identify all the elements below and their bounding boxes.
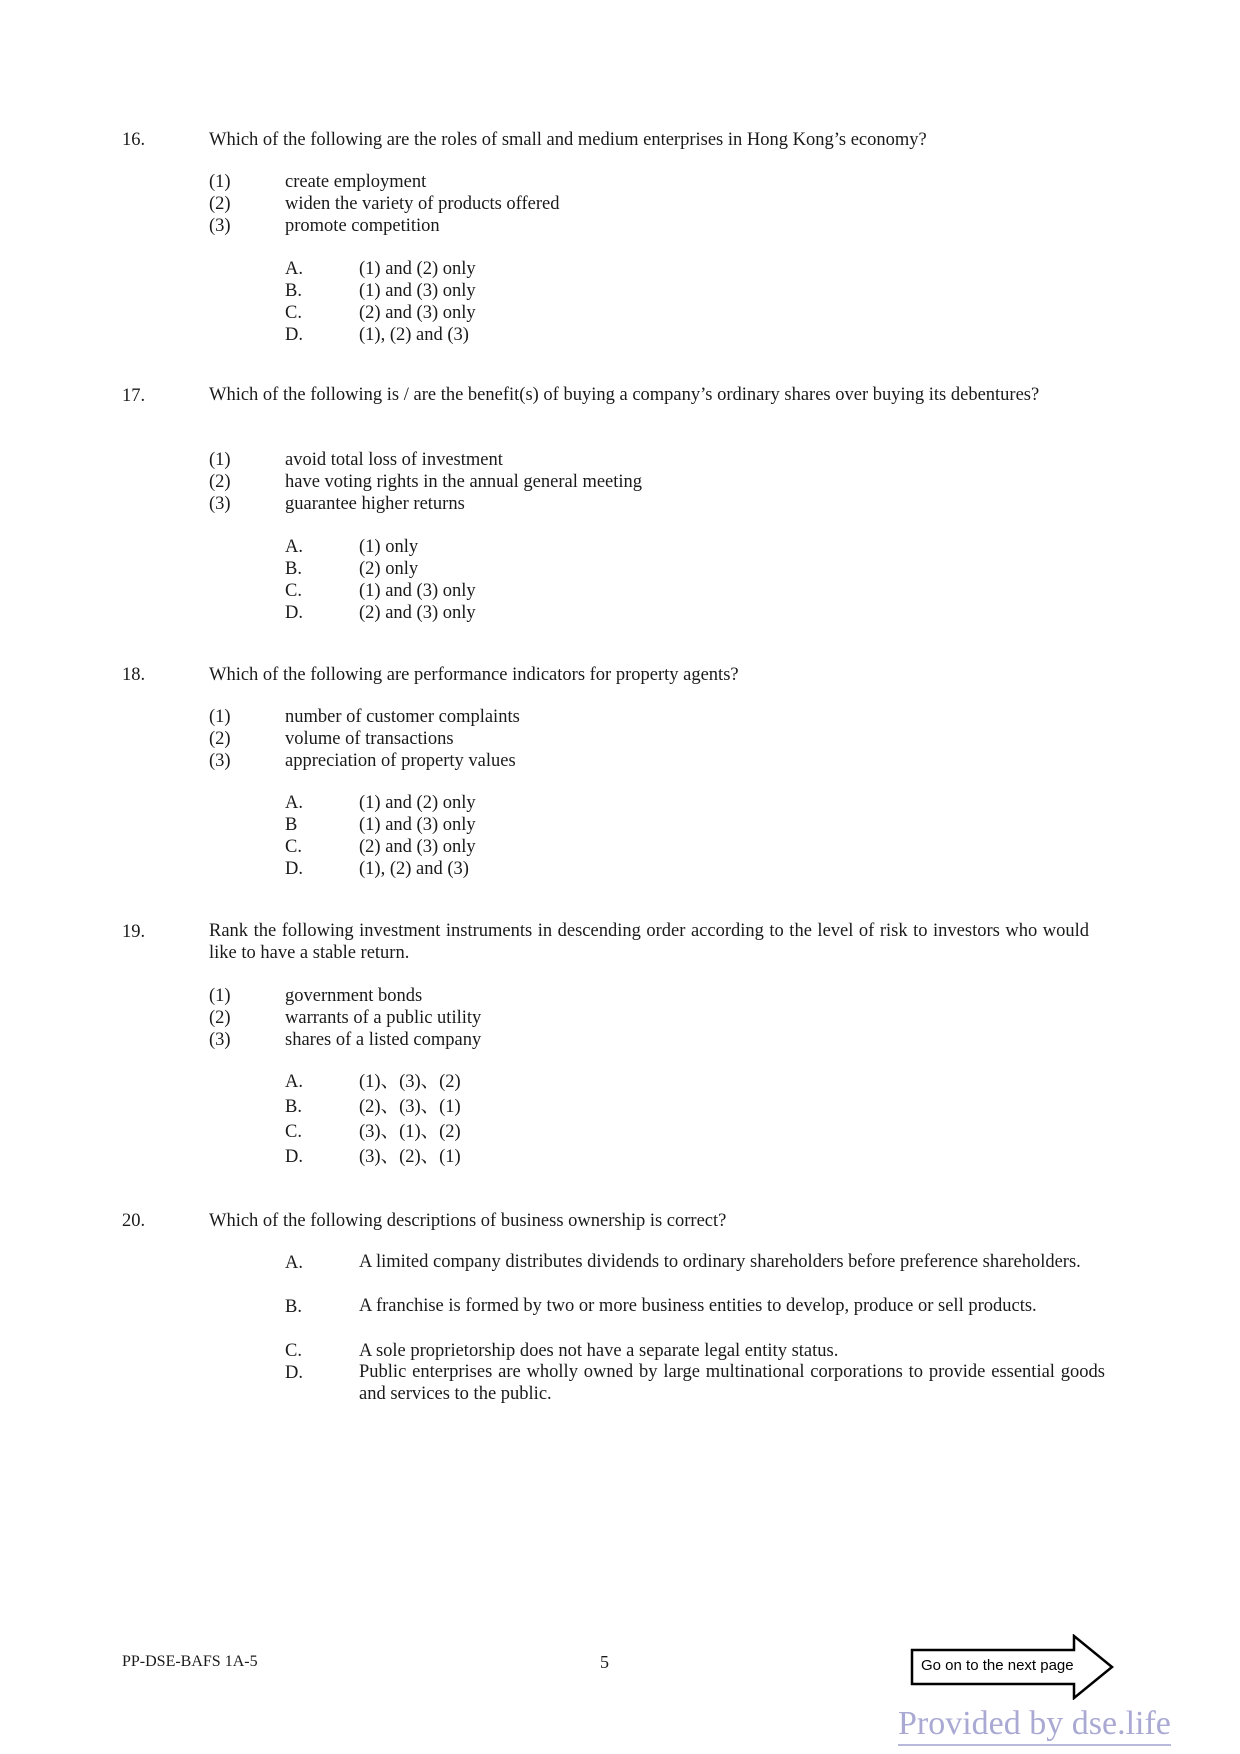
option-text: (1) and (2) only	[359, 259, 476, 279]
option-text: (1), (2) and (3)	[359, 859, 469, 879]
item-text: create employment	[285, 172, 427, 192]
item-label: (3)	[209, 751, 231, 771]
option-letter: D.	[285, 1147, 303, 1167]
option-letter: C.	[285, 581, 302, 601]
question-text: Which of the following are the roles of small and medium enterprises in Hong Kong’s economy?	[209, 130, 927, 150]
option-letter: B.	[285, 559, 302, 579]
next-page-label: Go on to the next page	[921, 1657, 1074, 1674]
item-label: (3)	[209, 1030, 231, 1050]
page-number: 5	[600, 1652, 609, 1672]
item-label: (2)	[209, 1008, 231, 1028]
item-text: avoid total loss of investment	[285, 450, 503, 470]
option-letter: C.	[285, 1122, 302, 1142]
option-text: (1) and (2) only	[359, 793, 476, 813]
watermark: Provided by dse.life	[898, 1704, 1171, 1746]
option-text: (2)、(3)、(1)	[359, 1097, 461, 1117]
option-text: (1) and (3) only	[359, 815, 476, 835]
item-label: (2)	[209, 194, 231, 214]
paper-code: PP-DSE-BAFS 1A-5	[122, 1653, 258, 1670]
item-label: (2)	[209, 729, 231, 749]
option-letter: B.	[285, 1297, 302, 1317]
option-text: A franchise is formed by two or more business entities to develop, produce or sell products.	[359, 1296, 1037, 1316]
option-text: (2) only	[359, 559, 419, 579]
option-text: (1)、(3)、(2)	[359, 1072, 461, 1092]
option-text: A sole proprietorship does not have a separate legal entity status.	[359, 1341, 839, 1361]
option-text: (3)、(2)、(1)	[359, 1147, 461, 1167]
option-letter: C.	[285, 1341, 302, 1361]
item-label: (2)	[209, 472, 231, 492]
question-number: 17.	[122, 386, 146, 406]
option-letter: B.	[285, 281, 302, 301]
item-label: (3)	[209, 216, 231, 236]
item-text: have voting rights in the annual general meeting	[285, 472, 643, 492]
option-letter: A.	[285, 259, 303, 279]
item-label: (3)	[209, 494, 231, 514]
option-letter: B.	[285, 1097, 302, 1117]
question-text: Which of the following are performance indicators for property agents?	[209, 665, 739, 685]
question-number: 20.	[122, 1211, 146, 1231]
option-letter: A.	[285, 1253, 303, 1273]
option-letter: A.	[285, 1072, 303, 1092]
item-label: (1)	[209, 986, 231, 1006]
item-text: government bonds	[285, 986, 423, 1006]
option-letter: A.	[285, 793, 303, 813]
option-text: (3)、(1)、(2)	[359, 1122, 461, 1142]
option-text: (2) and (3) only	[359, 603, 476, 623]
question-number: 16.	[122, 130, 146, 150]
option-text: (1) only	[359, 537, 419, 557]
option-letter: C.	[285, 837, 302, 857]
option-text: Public enterprises are wholly owned by large multinational corporations to provide essential goods and services to the public.	[359, 1362, 1105, 1404]
item-text: widen the variety of products offered	[285, 194, 560, 214]
option-letter: D.	[285, 859, 303, 879]
item-text: number of customer complaints	[285, 707, 520, 727]
item-text: promote competition	[285, 216, 440, 236]
option-letter: C.	[285, 303, 302, 323]
question-text: Rank the following investment instruments in descending order according to the level of risk to investors who would like to have a stable return.	[209, 921, 1089, 963]
option-letter: D.	[285, 603, 303, 623]
option-text: (1) and (3) only	[359, 281, 476, 301]
option-letter: D.	[285, 325, 303, 345]
option-letter: B	[285, 815, 298, 835]
item-label: (1)	[209, 450, 231, 470]
item-text: volume of transactions	[285, 729, 454, 749]
item-text: shares of a listed company	[285, 1030, 482, 1050]
question-text: Which of the following descriptions of business ownership is correct?	[209, 1211, 727, 1231]
option-letter: D.	[285, 1363, 303, 1383]
item-text: appreciation of property values	[285, 751, 516, 771]
option-text: (2) and (3) only	[359, 837, 476, 857]
next-page-arrow[interactable]	[910, 1634, 1116, 1700]
option-text: (1) and (3) only	[359, 581, 476, 601]
question-number: 18.	[122, 665, 146, 685]
item-label: (1)	[209, 172, 231, 192]
option-letter: A.	[285, 537, 303, 557]
question-number: 19.	[122, 922, 146, 942]
option-text: (2) and (3) only	[359, 303, 476, 323]
item-text: warrants of a public utility	[285, 1008, 482, 1028]
option-text: A limited company distributes dividends to ordinary shareholders before preference shareholders.	[359, 1252, 1081, 1272]
item-text: guarantee higher returns	[285, 494, 465, 514]
option-text: (1), (2) and (3)	[359, 325, 469, 345]
item-label: (1)	[209, 707, 231, 727]
question-text: Which of the following is / are the benefit(s) of buying a company’s ordinary shares over buying its debentures?	[209, 385, 1040, 405]
